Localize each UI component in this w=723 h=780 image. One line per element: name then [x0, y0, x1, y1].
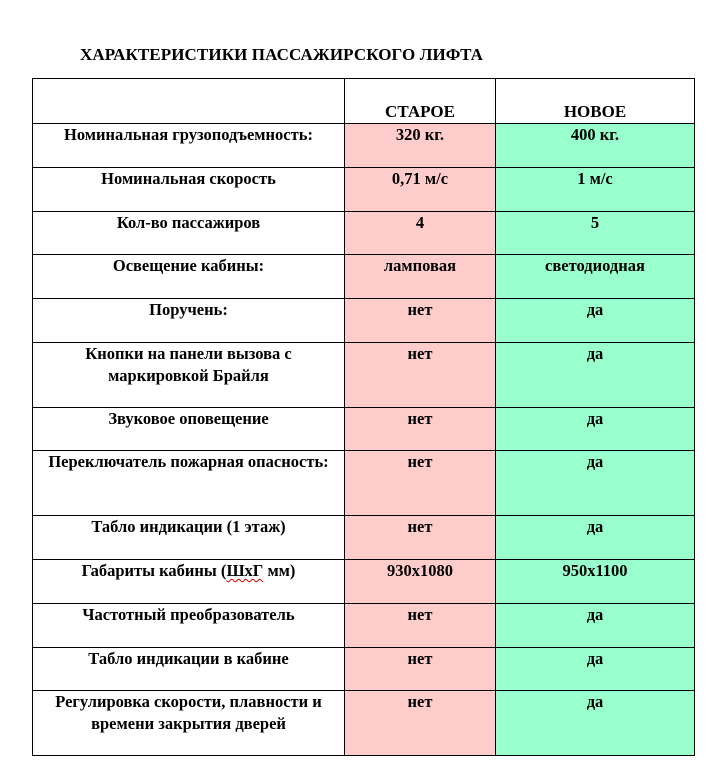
- row-label-part: мм): [263, 561, 296, 580]
- new-value: да: [496, 516, 695, 560]
- header-old-cell: СТАРОЕ: [345, 79, 496, 124]
- old-value: 930х1080: [345, 560, 496, 604]
- table-row: [33, 560, 695, 604]
- row-label: Номинальная грузоподъемность:: [33, 124, 345, 168]
- table-row: [33, 124, 695, 168]
- new-value: 400 кг.: [496, 124, 695, 168]
- old-value: нет: [345, 691, 496, 756]
- row-label: Кол-во пассажиров: [33, 212, 345, 255]
- new-value: да: [496, 648, 695, 691]
- table-header-row: [33, 79, 695, 124]
- row-label: Переключатель пожарная опасность:: [33, 451, 345, 516]
- row-label: Кнопки на панели вызова с маркировкой Брайля: [33, 343, 345, 408]
- row-label: Регулировка скорости, плавности и времени закрытия дверей: [33, 691, 345, 756]
- table-row: [33, 255, 695, 299]
- old-value: нет: [345, 516, 496, 560]
- table-row: [33, 299, 695, 343]
- table-row: [33, 691, 695, 756]
- old-value: ламповая: [345, 255, 496, 299]
- table-row: [33, 343, 695, 408]
- table-row: [33, 451, 695, 516]
- new-value: да: [496, 604, 695, 648]
- row-label: Частотный преобразователь: [33, 604, 345, 648]
- old-value: нет: [345, 648, 496, 691]
- table-row: [33, 408, 695, 451]
- new-value: 950х1100: [496, 560, 695, 604]
- row-label-part: Габариты кабины (: [81, 561, 227, 580]
- spellcheck-underlined-word: ШхГ: [226, 561, 264, 580]
- row-label: Табло индикации (1 этаж): [33, 516, 345, 560]
- old-value: 320 кг.: [345, 124, 496, 168]
- header-new-cell: НОВОЕ: [496, 79, 695, 124]
- table-row: [33, 516, 695, 560]
- new-value: светодиодная: [496, 255, 695, 299]
- new-value: 1 м/с: [496, 168, 695, 212]
- old-value: нет: [345, 299, 496, 343]
- new-value: да: [496, 408, 695, 451]
- row-label: Табло индикации в кабине: [33, 648, 345, 691]
- lift-specs-table: [32, 78, 695, 756]
- row-label: Номинальная скорость: [33, 168, 345, 212]
- table-row: [33, 604, 695, 648]
- new-value: 5: [496, 212, 695, 255]
- header-label-cell: [33, 79, 345, 124]
- row-label: Поручень:: [33, 299, 345, 343]
- new-value: да: [496, 299, 695, 343]
- old-value: нет: [345, 604, 496, 648]
- row-label: Звуковое оповещение: [33, 408, 345, 451]
- old-value: нет: [345, 343, 496, 408]
- row-label: [33, 560, 345, 604]
- document-title: ХАРАКТЕРИСТИКИ ПАССАЖИРСКОГО ЛИФТА: [80, 45, 484, 64]
- table-row: [33, 648, 695, 691]
- new-value: да: [496, 451, 695, 516]
- old-value: 0,71 м/с: [345, 168, 496, 212]
- old-value: 4: [345, 212, 496, 255]
- old-value: нет: [345, 408, 496, 451]
- table-row: [33, 212, 695, 255]
- row-label: Освещение кабины:: [33, 255, 345, 299]
- new-value: да: [496, 343, 695, 408]
- table-row: [33, 168, 695, 212]
- old-value: нет: [345, 451, 496, 516]
- new-value: да: [496, 691, 695, 756]
